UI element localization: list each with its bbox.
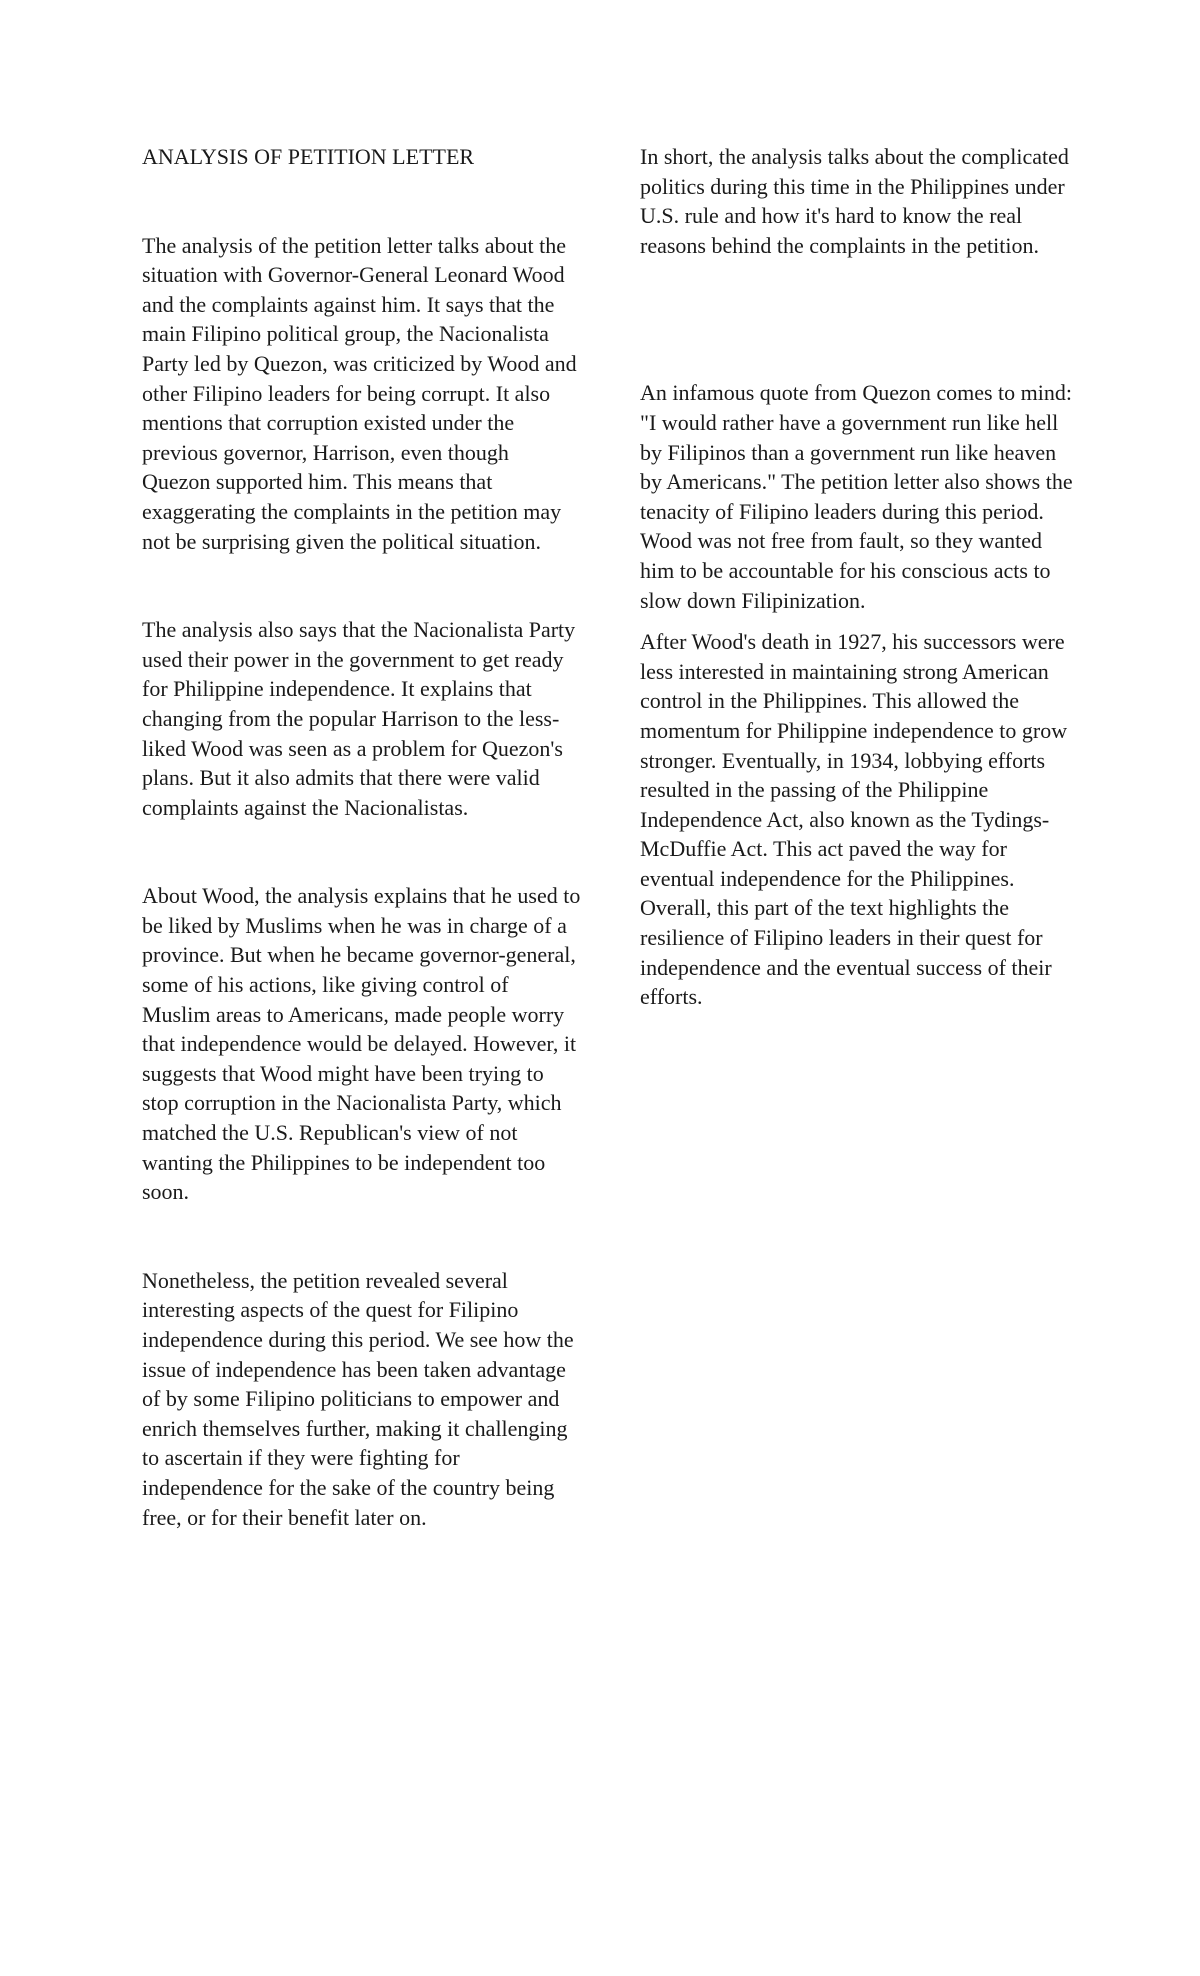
paragraph-left-1: The analysis of the petition letter talks about the situation with Governor-General Leonard Wood and the complaints against him. It says that the main Filipino political group, the Nacionalista Party led by Quezon, was criticized by Wood and other Filipino leaders for being corrupt. It also mentions that corruption existed under the previous governor, Harrison, even though Quezon supported him. This means that exaggerating the complaints in the petition may not be surprising given the political situation. — [142, 232, 577, 554]
paragraph-right-2: An infamous quote from Quezon comes to mind: "I would rather have a government run like hell by Filipinos than a government run like heaven by Americans." The petition letter also shows the tenacity of Filipino leaders during this period. Wood was not free from fault, so they wanted him to be accountable for his conscious acts to slow down Filipinization. — [640, 380, 1073, 613]
document-title: ANALYSIS OF PETITION LETTER — [142, 144, 475, 169]
right-column — [640, 142, 1080, 1012]
paragraph-right-1: In short, the analysis talks about the complicated politics during this time in the Philippines under U.S. rule and how it's hard to know the real reasons behind the complaints in the petition. — [640, 144, 1069, 258]
left-column — [142, 142, 582, 1532]
paragraph-left-2: The analysis also says that the Nacionalista Party used their power in the government to get ready for Philippine independence. It explains that changing from the popular Harrison to the less-liked Wood was seen as a problem for Quezon's plans. But it also admits that there were valid complaints against the Nacionalistas. — [142, 617, 576, 820]
paragraph-left-3: About Wood, the analysis explains that he used to be liked by Muslims when he was in charge of a province. But when he became governor-general, some of his actions, like giving control of Muslim areas to Americans, made people worry that independence would be delayed. However, it suggests that Wood might have been trying to stop corruption in the Nacionalista Party, which matched the U.S. Republican's view of not wanting the Philippines to be independent too soon. — [142, 883, 581, 1205]
paragraph-left-4: Nonetheless, the petition revealed several interesting aspects of the quest for Filipino independence during this period. We see how the issue of independence has been taken advantage of by some Filipino politicians to empower and enrich themselves further, making it challenging to ascertain if they were fighting for independence for the sake of the country being free, or for their benefit later on. — [142, 1267, 574, 1530]
paragraph-right-3: After Wood's death in 1927, his successors were less interested in maintaining strong American control in the Philippines. This allowed the momentum for Philippine independence to grow stronger. Eventually, in 1934, lobbying efforts resulted in the passing of the Philippine Independence Act, also known as the Tydings-McDuffie Act. This act paved the way for eventual independence for the Philippines. Overall, this part of the text highlights the resilience of Filipino leaders in their quest for independence and the eventual success of their efforts. — [640, 629, 1068, 1010]
